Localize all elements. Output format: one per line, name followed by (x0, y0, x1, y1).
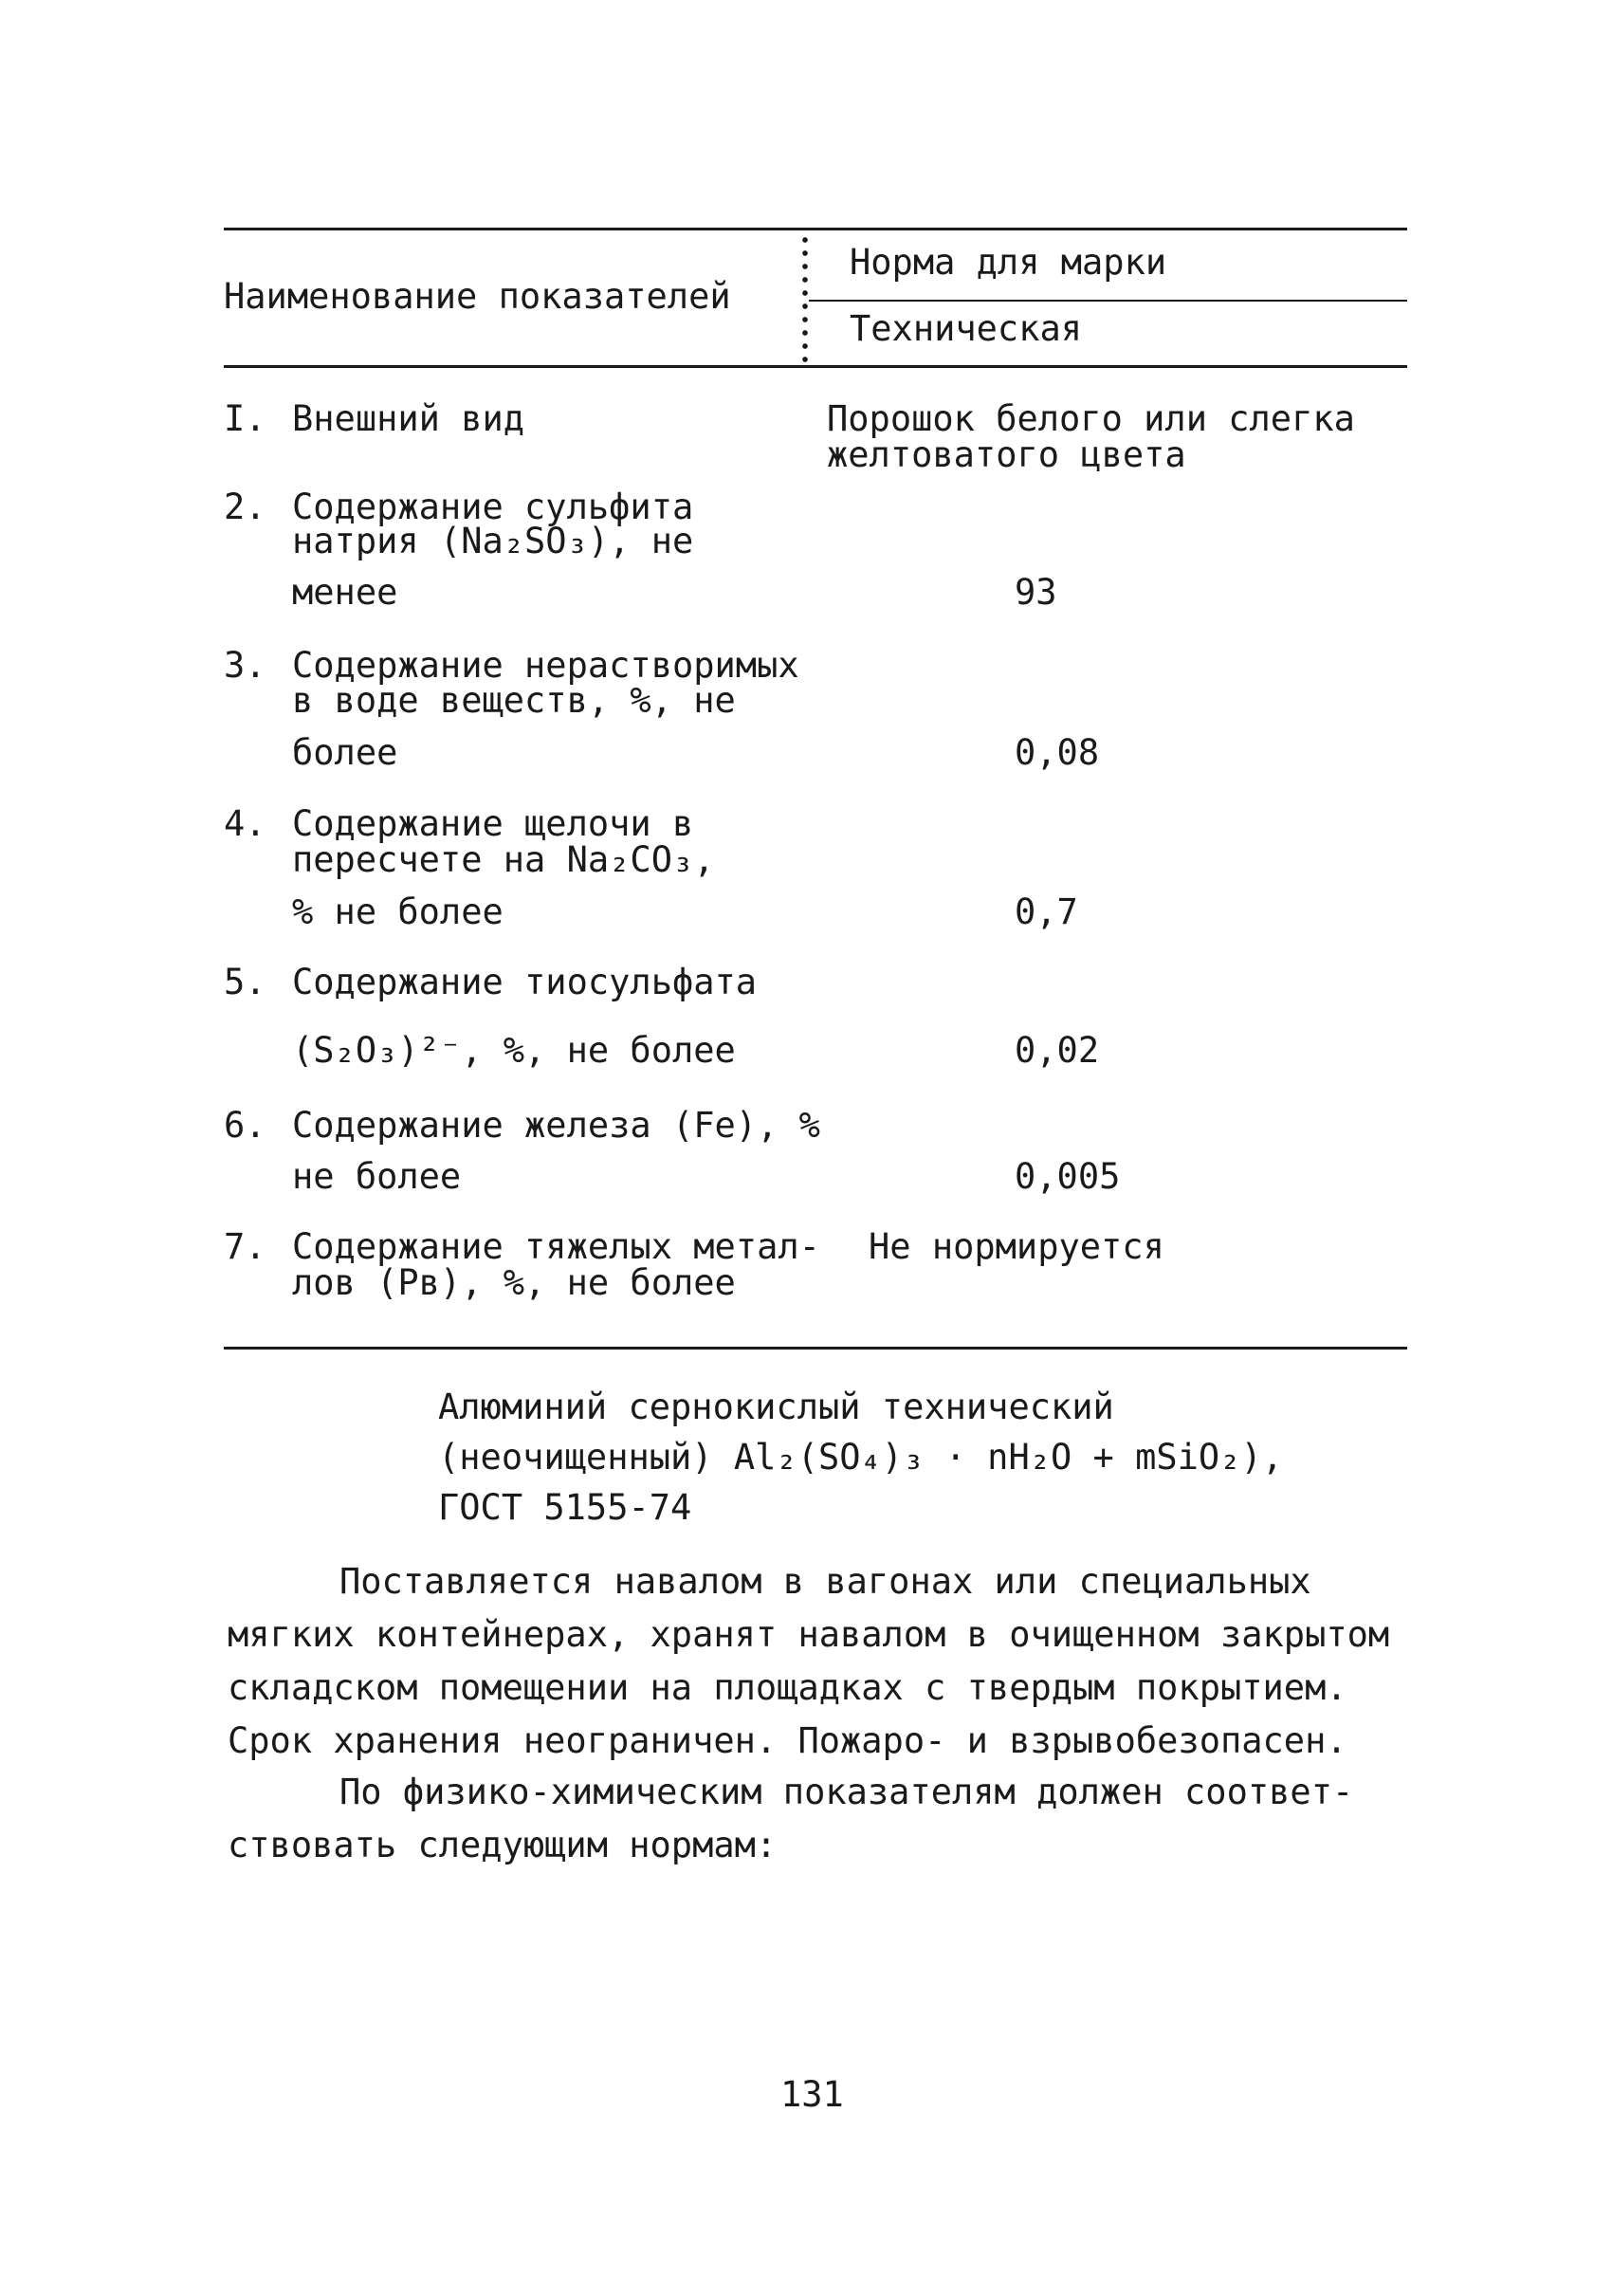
table-row-label: в воде веществ, %, не (292, 680, 736, 721)
table-row-value: Не нормируется (869, 1226, 1164, 1267)
table-row-number: I. (224, 398, 266, 439)
body-paragraph (228, 1766, 1403, 1872)
header-sub-rule (809, 300, 1407, 302)
page-number: 131 (780, 2074, 844, 2115)
table-row-label: % не более (292, 891, 504, 932)
table-row-value: 93 (1015, 572, 1057, 613)
table-row-label: Внешний вид (292, 398, 525, 439)
paragraph-line: По физико-химическим показателям должен соответ- (339, 1772, 1354, 1812)
paragraph-line: Поставляется навалом в вагонах или специальных (339, 1561, 1311, 1602)
table-row-label: не более (292, 1156, 462, 1197)
table-row-value: 0,7 (1015, 891, 1078, 932)
table-row-number: 7. (224, 1226, 266, 1267)
table-row-value: 0,005 (1015, 1156, 1121, 1197)
header-bottom-rule (224, 365, 1407, 368)
table-row-number: 3. (224, 645, 266, 686)
column-header-norm: Норма для марки (850, 242, 1167, 283)
paragraph-line: складском помещении на площадках с твердым покрытием. (228, 1667, 1347, 1708)
paragraph-line: ствовать следующим нормам: (228, 1825, 778, 1865)
column-header-grade: Техническая (850, 308, 1083, 349)
value-line: желтоватого цвета (827, 434, 1186, 475)
table-row-label: Содержание тиосульфата (292, 962, 758, 1002)
table-row-label: Содержание нерастворимых (292, 645, 799, 686)
table-bottom-rule (224, 1347, 1407, 1350)
table-row-value (827, 398, 1355, 475)
table-row-label: Содержание сульфита (292, 487, 694, 527)
column-header-name: Наименование показателей (224, 276, 731, 317)
table-row-label: Содержание тяжелых метал- (292, 1226, 820, 1267)
table-row-number: 4. (224, 803, 266, 844)
section-standard: ГОСТ 5155-74 (438, 1487, 692, 1528)
paragraph-line: Срок хранения неограничен. Пожаро- и взрывобезопасен. (228, 1720, 1347, 1761)
table-row-number: 5. (224, 962, 266, 1002)
table-row-label: менее (292, 572, 398, 613)
table-row-number: 2. (224, 487, 266, 527)
table-top-rule (224, 228, 1407, 230)
section-formula: (неочищенный) Al₂(SO₄)₃ · nH₂O + mSiO₂), (438, 1437, 1284, 1478)
table-row-label: более (292, 732, 398, 773)
table-row-label: Содержание железа (Fe), % (292, 1105, 820, 1146)
table-row-number: 6. (224, 1105, 266, 1146)
value-line: Порошок белого или слегка (827, 398, 1355, 439)
table-row-label: натрия (Na₂SO₃), не (292, 521, 694, 561)
table-row-label: Содержание щелочи в (292, 803, 694, 844)
table-row-value: 0,08 (1015, 732, 1100, 773)
table-row-label: лов (Рв), %, не более (292, 1262, 736, 1303)
header-column-divider (802, 233, 808, 366)
body-paragraph (228, 1555, 1403, 1768)
paragraph-line: мягких контейнерах, хранят навалом в очищенном закрытом (228, 1614, 1390, 1655)
section-title: Алюминий сернокислый технический (438, 1387, 1114, 1427)
table-row-label: пересчете на Na₂CO₃, (292, 839, 715, 880)
table-row-label: (S₂O₃)²⁻, %, не более (292, 1030, 736, 1071)
table-row-value: 0,02 (1015, 1030, 1100, 1071)
